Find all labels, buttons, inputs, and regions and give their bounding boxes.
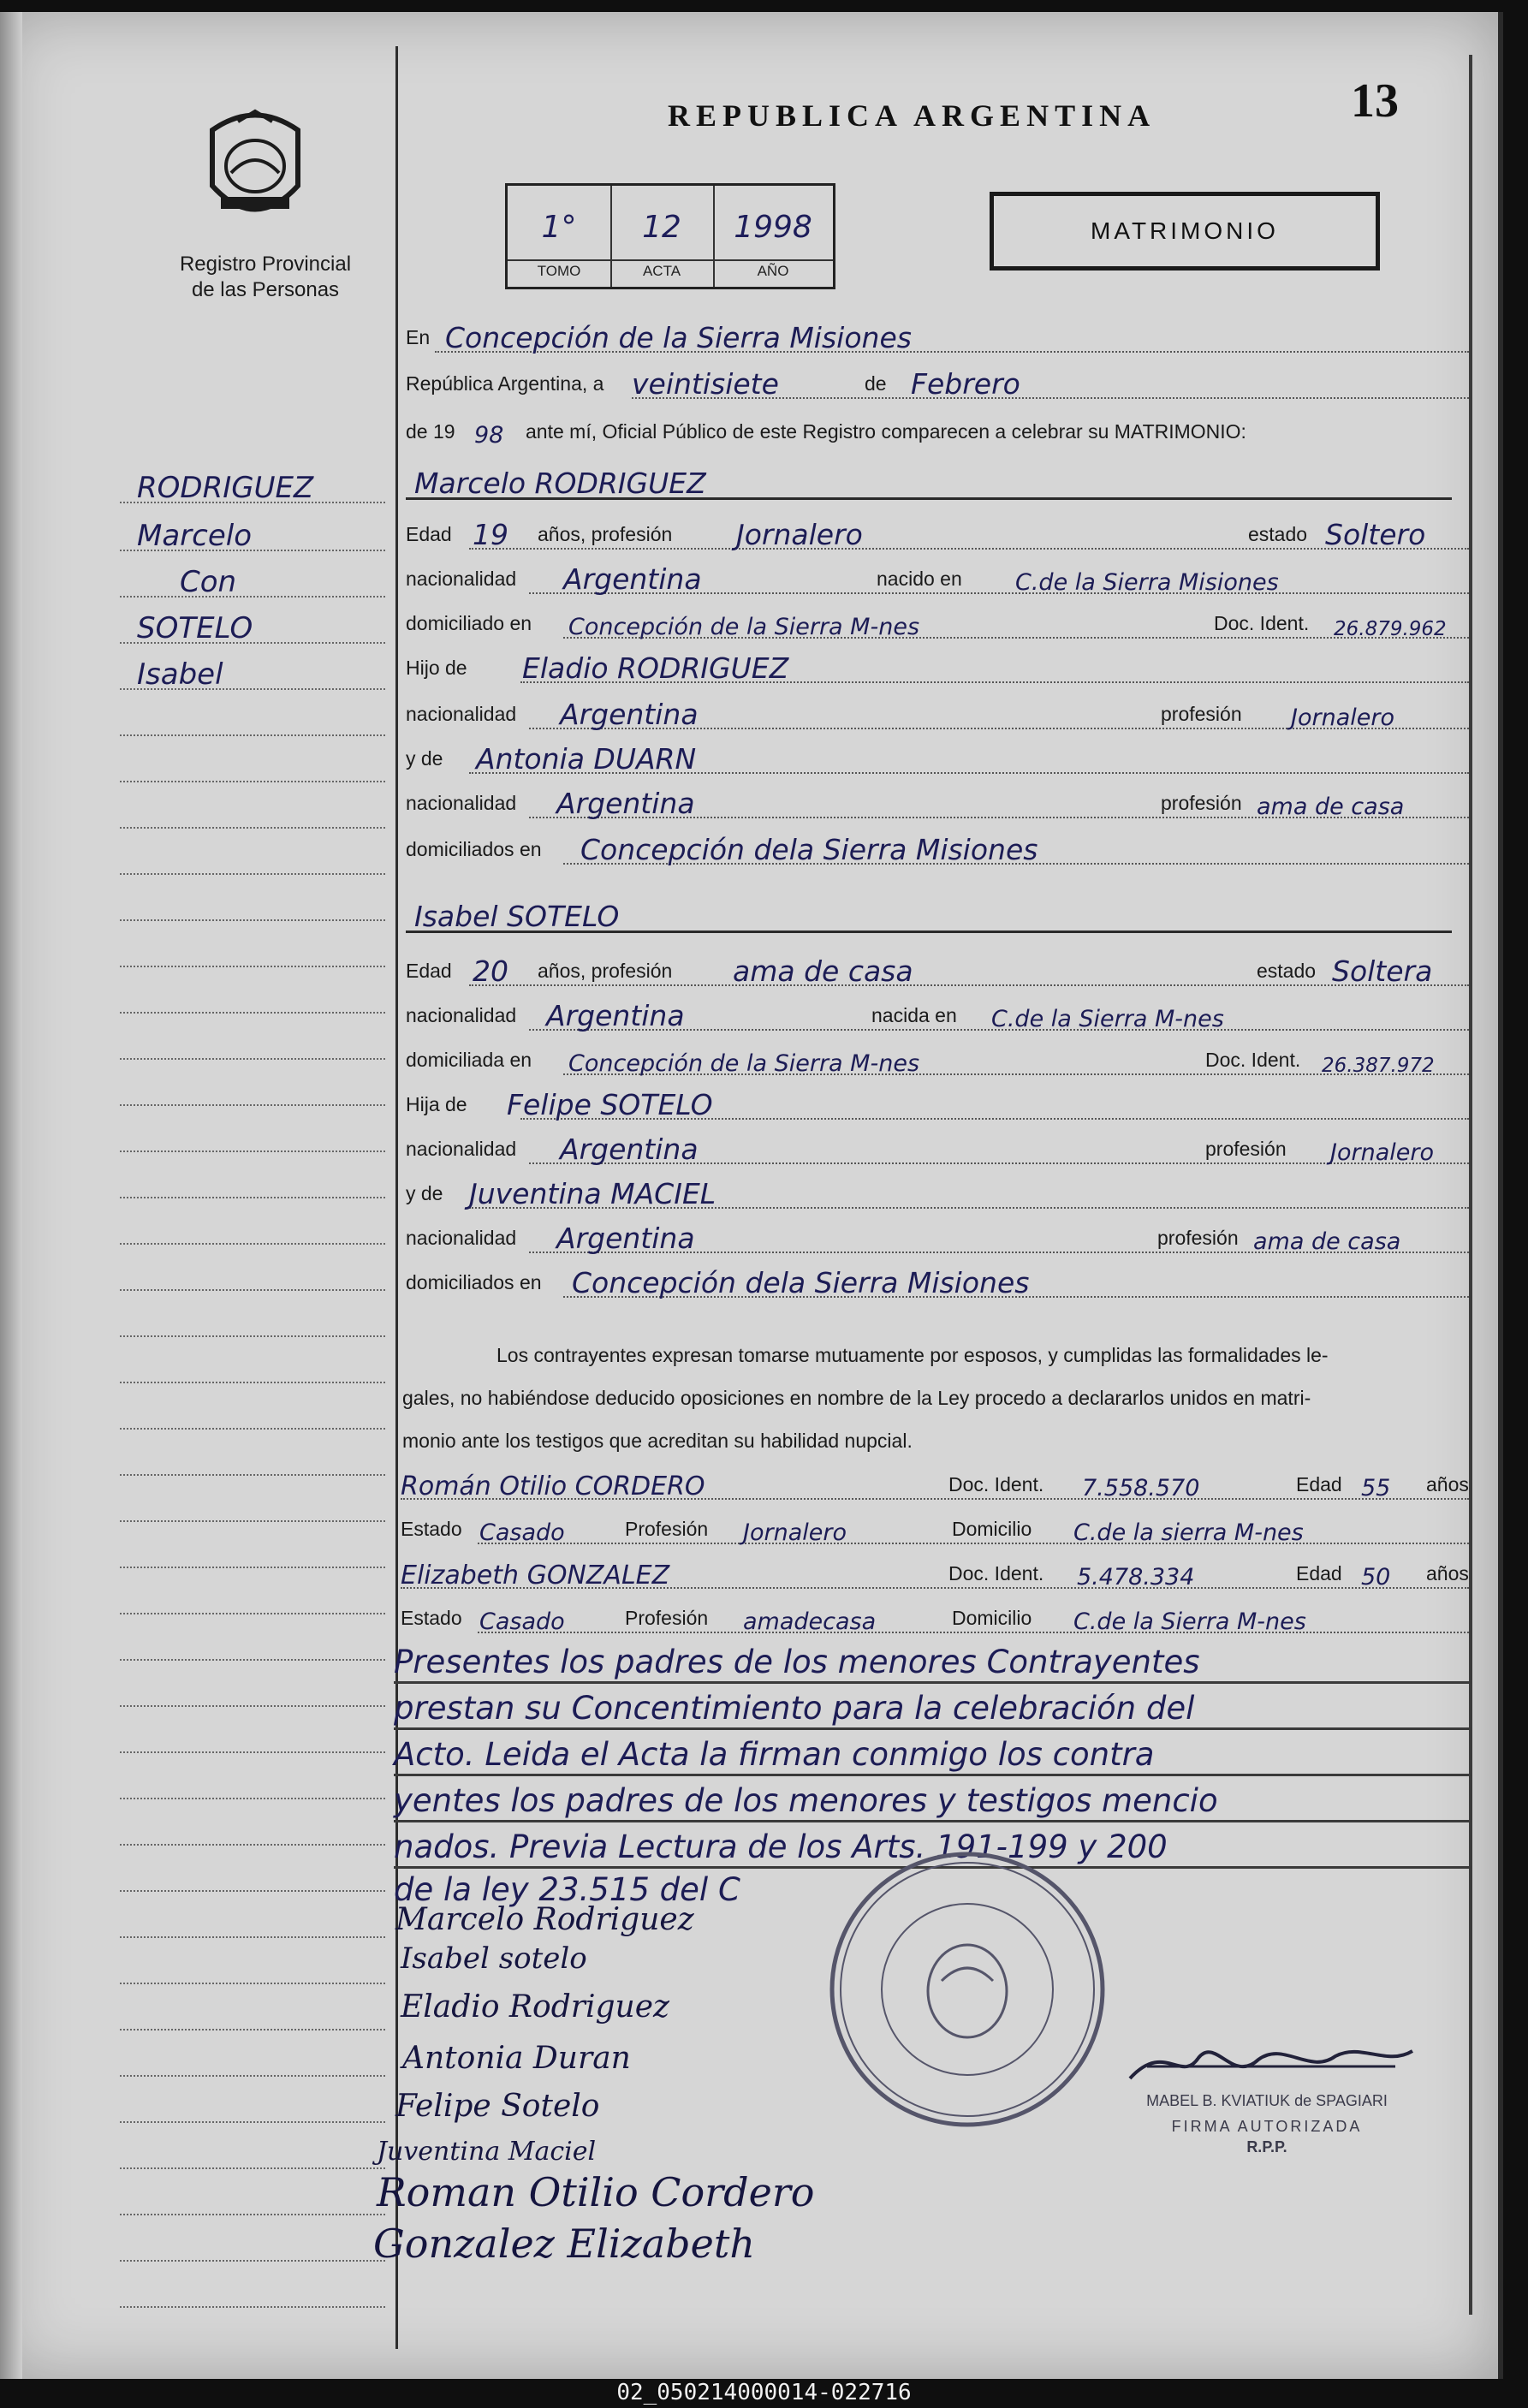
label-y-de: y de <box>406 747 443 770</box>
margin-blank-line <box>120 1816 385 1851</box>
margin-blank-line <box>120 1123 385 1157</box>
label-year-prefix: de 19 <box>406 420 455 443</box>
bride-age-row <box>401 954 1469 991</box>
margin-surname: SOTELO <box>137 611 253 645</box>
signature-bride: Isabel sotelo <box>401 1941 587 1976</box>
signature-witness-1: Roman Otilio Cordero <box>377 2169 815 2215</box>
label-estado: estado <box>1257 960 1317 982</box>
witness-1-name: Román Otilio CORDERO <box>401 1472 705 1501</box>
groom-address-row <box>401 606 1469 644</box>
bride-father-profession: Jornalero <box>1330 1139 1434 1166</box>
margin-blank-line <box>120 1770 385 1805</box>
official-stamp <box>1113 2032 1438 2161</box>
label-nacionalidad: nacionalidad <box>406 1004 517 1026</box>
margin-blank-line <box>120 1447 385 1481</box>
acta-cell <box>610 186 715 287</box>
bride-nationality-row <box>401 998 1469 1036</box>
bride-doc-id: 26.387.972 <box>1322 1055 1435 1077</box>
margin-blank-line <box>120 2140 385 2174</box>
official-seal-icon <box>822 1844 1113 2135</box>
groom-parents-address-row <box>401 832 1469 870</box>
margin-blank-line <box>120 2001 385 2036</box>
groom-mother-nat-row <box>401 786 1469 823</box>
label-domiciliados: domiciliados en <box>406 1271 542 1293</box>
label-profesion: profesión <box>1157 1227 1239 1249</box>
margin-blank-line <box>120 1863 385 1897</box>
witness-1-row <box>401 1467 1469 1505</box>
official-role: FIRMA AUTORIZADA <box>1171 2118 1363 2135</box>
margin-blank-line <box>120 800 385 834</box>
bride-mother: Juventina MACIEL <box>469 1177 716 1210</box>
margin-blank-line <box>120 1031 385 1065</box>
label-edad: Edad <box>1296 1473 1342 1495</box>
declaration-line: gales, no habiéndose deducido oposiciones en nombre de la Ley procedo a declararlos unidos en matri- <box>402 1387 1311 1409</box>
signature-groom-mother: Antonia Duran <box>402 2041 631 2076</box>
tomo-label: TOMO <box>508 259 610 280</box>
declaration-text <box>402 1334 1472 1462</box>
bride-address-row <box>401 1043 1469 1080</box>
margin-blank-line <box>120 1308 385 1342</box>
margin-blank-line <box>120 1262 385 1296</box>
label-doc: Doc. Ident. <box>1214 612 1310 634</box>
label-edad: Edad <box>1296 1562 1342 1585</box>
groom-father-profession: Jornalero <box>1291 705 1394 731</box>
witness-2-details-row <box>401 1601 1469 1638</box>
groom-name-row <box>401 466 1469 503</box>
label-doc: Doc. Ident. <box>948 1562 1044 1585</box>
margin-blank-line <box>120 1539 385 1573</box>
groom-age-row <box>401 517 1469 555</box>
label-y-de: y de <box>406 1182 443 1204</box>
margin-blank-line <box>120 1077 385 1111</box>
margin-blank-line <box>120 1585 385 1620</box>
label-edad: Edad <box>406 960 452 982</box>
margin-blank-line <box>120 1400 385 1435</box>
bride-marital-status: Soltera <box>1332 954 1433 988</box>
bride-profession: ama de casa <box>733 954 913 988</box>
ano-cell <box>713 186 833 287</box>
bride-address: Concepción de la Sierra M-nes <box>568 1050 920 1077</box>
margin-blank-line <box>120 1955 385 1989</box>
label-nacionalidad: nacionalidad <box>406 568 517 590</box>
bride-nationality: Argentina <box>546 999 685 1032</box>
tomo-value: 1° <box>541 210 577 245</box>
margin-entry <box>120 471 385 508</box>
label-domicilio: Domicilio <box>952 1607 1032 1629</box>
label-nacionalidad: nacionalidad <box>406 1227 517 1249</box>
groom-father-nationality: Argentina <box>560 698 699 731</box>
country-heading: REPUBLICA ARGENTINA <box>668 98 1156 133</box>
bride-mother-row <box>401 1176 1469 1214</box>
label-profesion: profesión <box>1205 1138 1287 1160</box>
label-nacida: nacida en <box>871 1004 957 1026</box>
witness-2-doc-id: 5.478.334 <box>1077 1564 1195 1590</box>
note-line: Acto. Leida el Acta la firman conmigo los contra <box>394 1736 1155 1773</box>
groom-mother-nationality: Argentina <box>556 787 695 820</box>
page-number: 13 <box>1351 74 1399 128</box>
label-nacido: nacido en <box>877 568 962 590</box>
registry-page <box>0 12 1503 2379</box>
witness-2-age: 50 <box>1361 1564 1391 1590</box>
intro-statement: ante mí, Oficial Público de este Registro comparecen a celebrar su MATRIMONIO: <box>526 420 1246 443</box>
groom-name: Marcelo RODRIGUEZ <box>414 467 706 500</box>
margin-blank-line <box>120 2279 385 2313</box>
label-nacionalidad: nacionalidad <box>406 792 517 814</box>
bride-mother-nationality: Argentina <box>556 1222 695 1255</box>
witness-2-profession: amadecasa <box>743 1608 877 1635</box>
witness-1-address: C.de la sierra M-nes <box>1073 1519 1304 1546</box>
bride-name: Isabel SOTELO <box>414 900 620 933</box>
bride-name-row <box>401 899 1469 936</box>
groom-doc-id: 26.879.962 <box>1334 618 1447 640</box>
registry-reference-box <box>505 183 835 289</box>
margin-blank-line <box>120 2233 385 2267</box>
label-estado: Estado <box>401 1607 462 1629</box>
signature-groom-father: Eladio Rodriguez <box>401 1989 669 2025</box>
note-rule <box>394 1774 1472 1776</box>
groom-nationality: Argentina <box>563 562 702 596</box>
agency-name <box>137 252 394 303</box>
intro-statement-row <box>401 414 1469 452</box>
groom-birthplace: C.de la Sierra Misiones <box>1015 569 1279 596</box>
ano-label: AÑO <box>713 259 833 280</box>
witness-2-name: Elizabeth GONZALEZ <box>401 1561 670 1590</box>
signature-witness-2: Gonzalez Elizabeth <box>373 2221 755 2267</box>
margin-blank-line <box>120 984 385 1019</box>
groom-parents-address: Concepción dela Sierra Misiones <box>580 833 1038 866</box>
label-hija: Hija de <box>406 1093 467 1115</box>
label-domicilio: domiciliado en <box>406 612 532 634</box>
margin-blank-line <box>120 1169 385 1204</box>
margin-blank-line <box>120 707 385 741</box>
groom-father: Eladio RODRIGUEZ <box>522 651 789 685</box>
label-domicilio: domiciliada en <box>406 1049 532 1071</box>
ceremony-year: 98 <box>474 422 504 449</box>
binding-edge <box>0 12 22 2379</box>
label-profesion: años, profesión <box>538 960 673 982</box>
official-name: MABEL B. KVIATIUK de SPAGIARI <box>1146 2092 1388 2109</box>
groom-profession: Jornalero <box>736 518 863 551</box>
label-estado: Estado <box>401 1518 462 1540</box>
label-profesion: Profesión <box>625 1607 709 1629</box>
label-anos: años <box>1426 1562 1469 1585</box>
margin-firstname: Marcelo <box>137 519 253 553</box>
margin-blank-line <box>120 2048 385 2082</box>
signature-groom: Marcelo Rodriguez <box>395 1902 694 1937</box>
bride-parents-address: Concepción dela Sierra Misiones <box>572 1266 1030 1299</box>
margin-connector: Con <box>180 565 237 599</box>
margin-entry <box>120 611 385 649</box>
label-doc: Doc. Ident. <box>948 1473 1044 1495</box>
margin-blank-line <box>120 2094 385 2128</box>
groom-nationality-row <box>401 562 1469 599</box>
bride-father-row <box>401 1087 1469 1125</box>
witness-1-estado: Casado <box>479 1519 565 1546</box>
note-rule <box>394 1820 1472 1822</box>
bride-father-nationality: Argentina <box>560 1133 699 1166</box>
witness-2-address: C.de la Sierra M-nes <box>1073 1608 1306 1635</box>
label-profesion: Profesión <box>625 1518 709 1540</box>
declaration-line: Los contrayentes expresan tomarse mutuamente por esposos, y cumplidas las formalidades le- <box>496 1344 1329 1366</box>
label-profesion: profesión <box>1161 703 1242 725</box>
ceremony-place: Concepción de la Sierra Misiones <box>445 321 912 354</box>
margin-divider <box>395 46 398 2349</box>
bride-mother-profession: ama de casa <box>1253 1228 1401 1255</box>
ano-value: 1998 <box>734 210 812 245</box>
tomo-cell <box>508 186 612 287</box>
note-line: de la ley 23.515 del C <box>394 1871 740 1908</box>
margin-blank-line <box>120 1678 385 1712</box>
groom-mother-row <box>401 741 1469 779</box>
bride-father: Felipe SOTELO <box>507 1088 713 1121</box>
witness-1-age: 55 <box>1361 1475 1391 1501</box>
groom-marital-status: Soltero <box>1325 518 1426 551</box>
margin-firstname: Isabel <box>137 657 223 692</box>
groom-father-nat-row <box>401 697 1469 734</box>
label-hijo: Hijo de <box>406 657 467 679</box>
signature-bride-mother: Juventina Maciel <box>377 2137 597 2167</box>
margin-blank-line <box>120 892 385 926</box>
groom-address: Concepción de la Sierra M-nes <box>568 614 920 640</box>
margin-blank-line <box>120 1216 385 1250</box>
intro-date-row <box>401 366 1469 404</box>
label-republica: República Argentina, a <box>406 372 604 395</box>
margin-blank-line <box>120 2186 385 2221</box>
bride-birthplace: C.de la Sierra M-nes <box>991 1006 1224 1032</box>
bride-age: 20 <box>473 954 508 988</box>
label-edad: Edad <box>406 523 452 545</box>
margin-blank-line <box>120 846 385 880</box>
note-line: prestan su Concentimiento para la celebración del <box>394 1690 1195 1727</box>
margin-blank-line <box>120 938 385 972</box>
acta-label: ACTA <box>610 259 713 280</box>
margin-entry <box>120 519 385 556</box>
note-rule <box>394 1727 1472 1730</box>
label-domiciliados: domiciliados en <box>406 838 542 860</box>
page-edge <box>1469 55 1472 2315</box>
acta-value: 12 <box>642 210 681 245</box>
margin-blank-line <box>120 753 385 788</box>
note-line: yentes los padres de los menores y testigos mencio <box>394 1782 1218 1819</box>
margin-blank-line <box>120 1632 385 1666</box>
witness-1-doc-id: 7.558.570 <box>1082 1475 1200 1501</box>
bride-mother-nat-row <box>401 1221 1469 1258</box>
note-line: Presentes los padres de los menores Contrayentes <box>394 1644 1200 1680</box>
declaration-line: monio ante los testigos que acreditan su habilidad nupcial. <box>402 1430 913 1452</box>
margin-blank-line <box>120 1354 385 1388</box>
label-nacionalidad: nacionalidad <box>406 1138 517 1160</box>
bride-father-nat-row <box>401 1132 1469 1169</box>
label-doc: Doc. Ident. <box>1205 1049 1301 1071</box>
margin-surname: RODRIGUEZ <box>137 471 314 505</box>
label-en: En <box>406 326 431 348</box>
margin-blank-line <box>120 1724 385 1758</box>
groom-mother: Antonia DUARN <box>476 742 697 776</box>
groom-age: 19 <box>473 518 508 551</box>
official-signature-icon <box>1113 2032 1421 2092</box>
bride-parents-address-row <box>401 1265 1469 1303</box>
note-rule <box>394 1681 1472 1684</box>
groom-father-row <box>401 651 1469 688</box>
scan-id: 02_050214000014-022716 <box>616 2380 912 2405</box>
witness-1-details-row <box>401 1512 1469 1549</box>
witness-2-estado: Casado <box>479 1608 565 1635</box>
label-estado: estado <box>1248 523 1308 545</box>
signature-bride-father: Felipe Sotelo <box>395 2089 600 2124</box>
agency-line: Registro Provincial <box>179 253 352 276</box>
groom-mother-profession: ama de casa <box>1257 794 1405 820</box>
ceremony-day: veintisiete <box>632 367 779 401</box>
note-line: nados. Previa Lectura de los Arts. 191-199 y 200 <box>394 1828 1168 1865</box>
label-profesion: profesión <box>1161 792 1242 814</box>
margin-entry <box>120 565 385 603</box>
witness-2-row <box>401 1556 1469 1594</box>
witness-1-profession: Jornalero <box>743 1519 847 1546</box>
coat-of-arms-icon <box>204 104 306 233</box>
label-anos: años <box>1426 1473 1469 1495</box>
agency-line: de las Personas <box>191 278 340 301</box>
intro-place-row <box>401 320 1469 358</box>
label-profesion: años, profesión <box>538 523 673 545</box>
ceremony-month: Febrero <box>911 367 1020 401</box>
label-de: de <box>865 372 887 395</box>
margin-blank-line <box>120 1909 385 1943</box>
document-type: MATRIMONIO <box>990 192 1380 271</box>
margin-entry <box>120 657 385 695</box>
label-domicilio: Domicilio <box>952 1518 1032 1540</box>
label-nacionalidad: nacionalidad <box>406 703 517 725</box>
margin-blank-line <box>120 1493 385 1527</box>
official-office: R.P.P. <box>1246 2138 1287 2155</box>
